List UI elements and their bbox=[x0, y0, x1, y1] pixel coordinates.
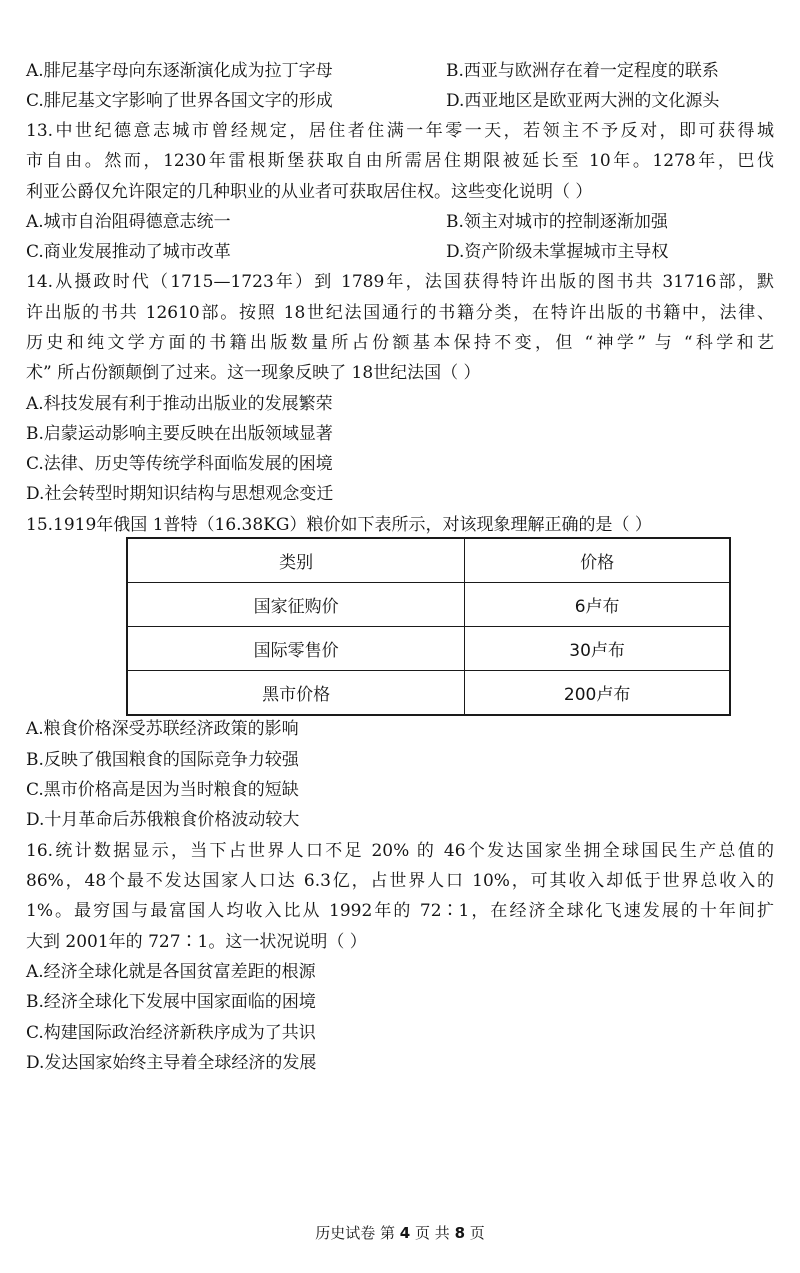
q13-option-c: C.商业发展推动了城市改革 bbox=[26, 242, 231, 262]
table-cell-category: 黑市价格 bbox=[127, 671, 465, 716]
table-cell-price: 200卢布 bbox=[465, 671, 730, 716]
q13-stem-line: 利亚公爵仅允许限定的几种职业的从业者可获取居住权。这些变化说明（ ） bbox=[26, 182, 593, 202]
q16-option-a: A.经济全球化就是各国贫富差距的根源 bbox=[26, 962, 316, 982]
footer-ye-gong: 页 共 bbox=[415, 1224, 450, 1242]
table-row bbox=[127, 627, 730, 671]
q14-stem-line: 14.从摄政时代（1715—1723年）到 1789年，法国获得特许出版的图书共 31716部，默 bbox=[26, 272, 774, 292]
q16-option-b: B.经济全球化下发展中国家面临的困境 bbox=[26, 992, 316, 1012]
q15-option-a: A.粮食价格深受苏联经济政策的影响 bbox=[26, 719, 299, 739]
q15-option-d: D.十月革命后苏俄粮食价格波动较大 bbox=[26, 810, 300, 830]
q13-option-b: B.领主对城市的控制逐渐加强 bbox=[446, 212, 668, 232]
q14-option-d: D.社会转型时期知识结构与思想观念变迁 bbox=[26, 484, 334, 504]
q16-stem-line: 16.统计数据显示，当下占世界人口不足 20% 的 46个发达国家坐拥全球国民生产总值的 bbox=[26, 841, 774, 861]
q14-stem-line: 术” 所占份额颠倒了过来。这一现象反映了 18世纪法国（ ） bbox=[26, 363, 481, 383]
footer-ye: 页 bbox=[469, 1224, 485, 1242]
q12-option-b: B.西亚与欧洲存在着一定程度的联系 bbox=[446, 61, 719, 81]
footer-subject: 历史试卷 bbox=[315, 1224, 376, 1242]
page-footer bbox=[0, 1222, 800, 1243]
q14-stem-line: 许出版的书共 12610部。按照 18世纪法国通行的书籍分类，在特许出版的书籍中，法律、 bbox=[26, 303, 774, 323]
footer-di: 第 bbox=[379, 1224, 395, 1242]
q12-option-c: C.腓尼基文字影响了世界各国文字的形成 bbox=[26, 91, 333, 111]
q16-option-d: D.发达国家始终主导着全球经济的发展 bbox=[26, 1053, 317, 1073]
table-cell-price: 6卢布 bbox=[465, 583, 730, 627]
table-cell-price: 30卢布 bbox=[465, 627, 730, 671]
q16-option-c: C.构建国际政治经济新秩序成为了共识 bbox=[26, 1023, 316, 1043]
footer-total-pages: 8 bbox=[454, 1224, 465, 1242]
table-cell-category: 国际零售价 bbox=[127, 627, 465, 671]
q14-option-b: B.启蒙运动影响主要反映在出版领域显著 bbox=[26, 424, 333, 444]
table-row bbox=[127, 583, 730, 627]
footer-page-number: 4 bbox=[399, 1224, 411, 1242]
q15-stem: 15.1919年俄国 1普特（16.38KG）粮价如下表所示，对该现象理解正确的是（ ） bbox=[26, 515, 652, 535]
q12-option-d: D.西亚地区是欧亚两大洲的文化源头 bbox=[446, 91, 720, 111]
q14-option-a: A.科技发展有利于推动出版业的发展繁荣 bbox=[26, 394, 333, 414]
q15-option-c: C.黑市价格高是因为当时粮食的短缺 bbox=[26, 780, 299, 800]
table-header-price: 价格 bbox=[465, 538, 730, 583]
q13-stem-line: 13.中世纪德意志城市曾经规定，居住者住满一年零一天，若领主不予反对，即可获得城 bbox=[26, 121, 774, 141]
table-row bbox=[127, 671, 730, 716]
q16-stem-line: 1%。最穷国与最富国人均收入比从 1992年的 72∶1，在经济全球化飞速发展的十年间扩 bbox=[26, 901, 774, 921]
table-header-row bbox=[127, 538, 730, 583]
table-header-category: 类别 bbox=[127, 538, 465, 583]
q16-stem-line: 大到 2001年的 727∶1。这一状况说明（ ） bbox=[26, 932, 367, 952]
q14-option-c: C.法律、历史等传统学科面临发展的困境 bbox=[26, 454, 333, 474]
q13-option-a: A.城市自治阻碍德意志统一 bbox=[26, 212, 231, 232]
q13-stem-line: 市自由。然而，1230年雷根斯堡获取自由所需居住期限被延长至 10年。1278年，巴伐 bbox=[26, 151, 774, 171]
q12-option-a: A.腓尼基字母向东逐渐演化成为拉丁字母 bbox=[26, 61, 333, 81]
grain-price-table bbox=[126, 537, 731, 716]
q15-option-b: B.反映了俄国粮食的国际竞争力较强 bbox=[26, 750, 299, 770]
q16-stem-line: 86%，48个最不发达国家人口达 6.3亿，占世界人口 10%，可其收入却低于世界总收入的 bbox=[26, 871, 774, 891]
q14-stem-line: 历史和纯文学方面的书籍出版数量所占份额基本保持不变，但 “神学” 与 “科学和艺 bbox=[26, 333, 774, 353]
q13-option-d: D.资产阶级未掌握城市主导权 bbox=[446, 242, 669, 262]
table-cell-category: 国家征购价 bbox=[127, 583, 465, 627]
